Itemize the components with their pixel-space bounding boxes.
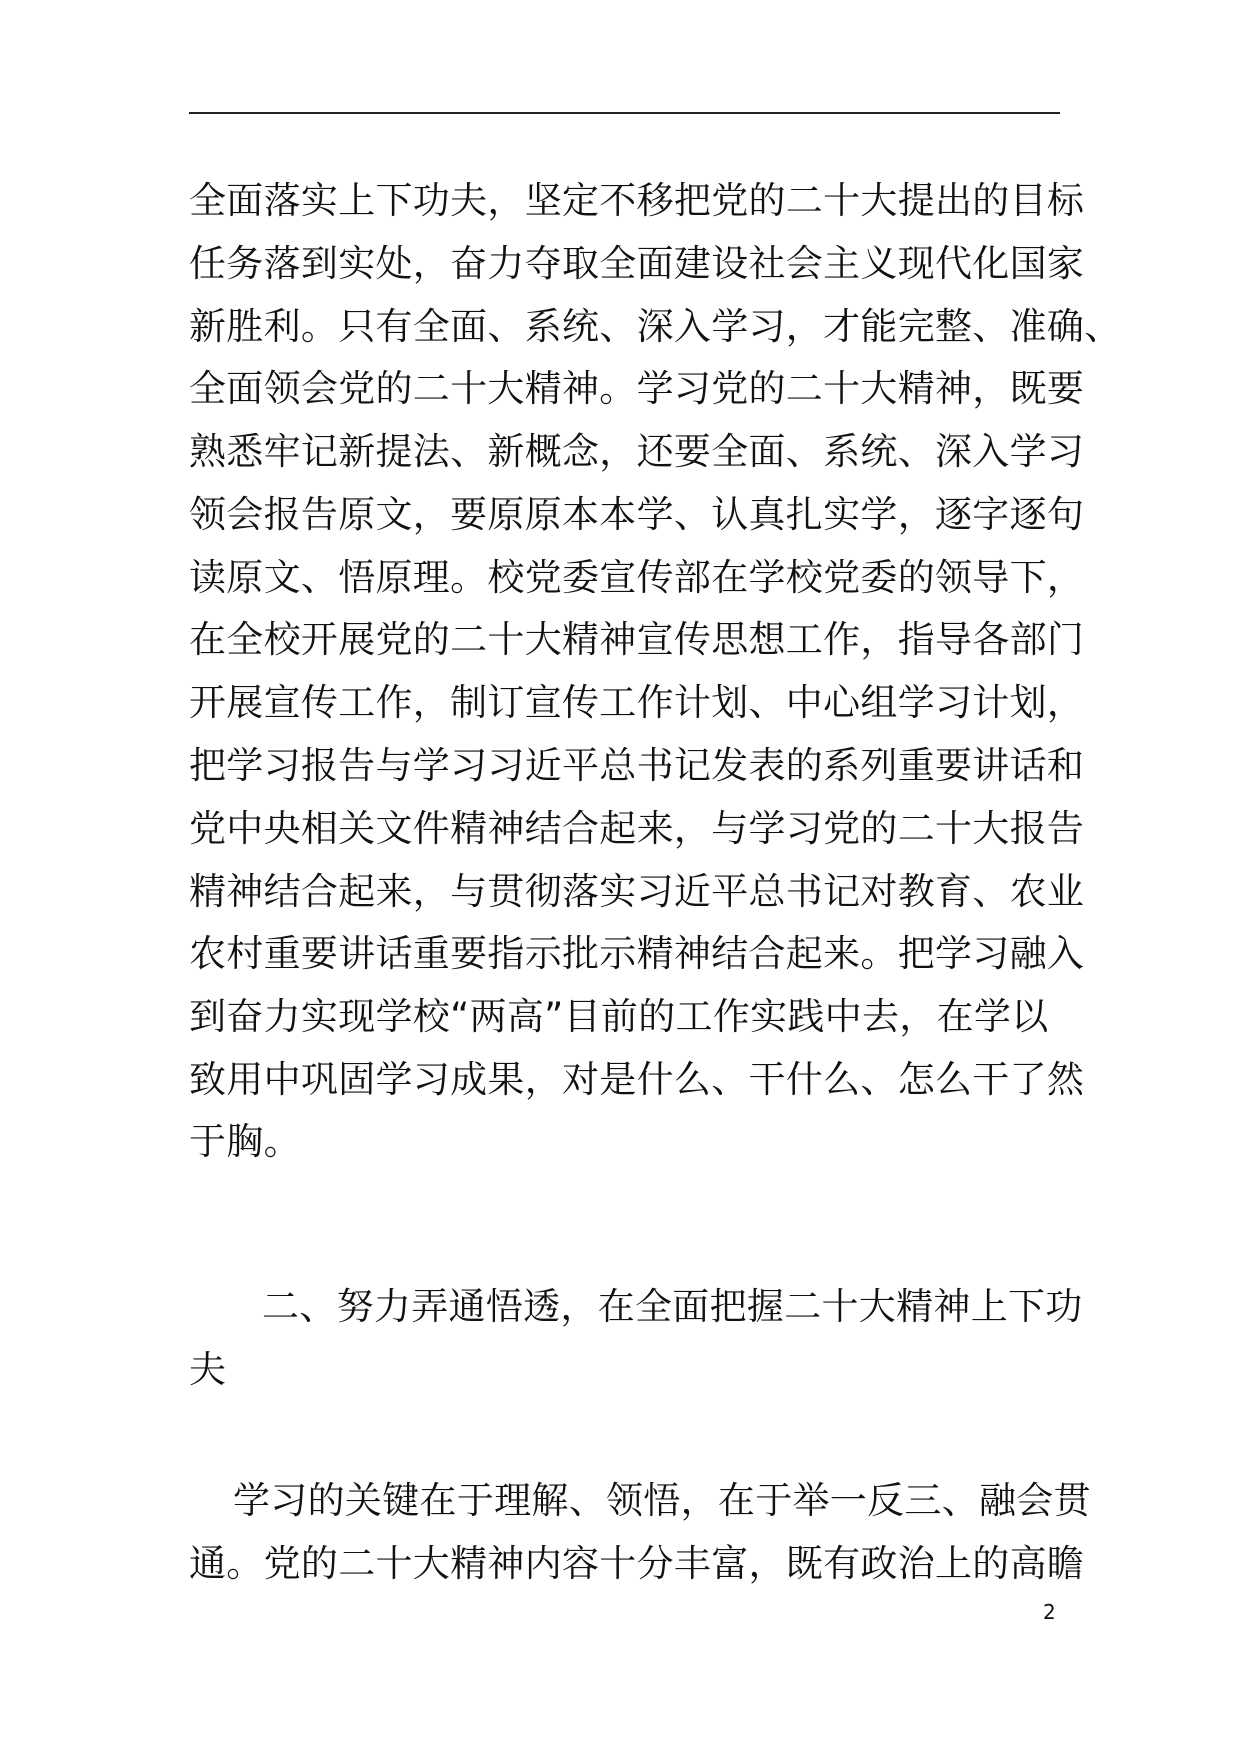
paragraph-line: 新胜利。只有全面、系统、深入学习，才能完整、准确、 bbox=[189, 305, 1122, 348]
paragraph-line: 通。党的二十大精神内容十分丰富，既有政治上的高瞻 bbox=[189, 1542, 1085, 1585]
paragraph-line: 学习的关键在于理解、领悟，在于举一反三、融会贯 bbox=[233, 1479, 1091, 1522]
section-heading-line: 夫 bbox=[189, 1348, 227, 1391]
paragraph-line: 开展宣传工作，制订宣传工作计划、中心组学习计划， bbox=[189, 681, 1085, 724]
paragraph-line: 读原文、悟原理。校党委宣传部在学校党委的领导下， bbox=[189, 556, 1085, 599]
paragraph-line: 把学习报告与学习习近平总书记发表的系列重要讲话和 bbox=[189, 744, 1085, 787]
paragraph-line: 全面落实上下功夫，坚定不移把党的二十大提出的目标 bbox=[189, 179, 1085, 222]
paragraph-line: 农村重要讲话重要指示批示精神结合起来。把学习融入 bbox=[189, 932, 1085, 975]
page-number: 2 bbox=[1043, 1600, 1056, 1624]
paragraph-line: 在全校开展党的二十大精神宣传思想工作，指导各部门 bbox=[189, 618, 1085, 661]
paragraph-line: 到奋力实现学校“两高”目前的工作实践中去，在学以 bbox=[189, 995, 1049, 1038]
header-rule bbox=[189, 112, 1060, 114]
paragraph-line: 全面领会党的二十大精神。学习党的二十大精神，既要 bbox=[189, 367, 1085, 410]
paragraph-line: 熟悉牢记新提法、新概念，还要全面、系统、深入学习 bbox=[189, 430, 1085, 473]
paragraph-line: 党中央相关文件精神结合起来，与学习党的二十大报告 bbox=[189, 807, 1085, 850]
section-heading-line: 二、努力弄通悟透，在全面把握二十大精神上下功 bbox=[262, 1285, 1083, 1328]
paragraph-line: 于胸。 bbox=[189, 1120, 301, 1163]
paragraph-line: 任务落到实处，奋力夺取全面建设社会主义现代化国家 bbox=[189, 242, 1085, 285]
paragraph-line: 领会报告原文，要原原本本学、认真扎实学，逐字逐句 bbox=[189, 493, 1085, 536]
paragraph-line: 精神结合起来，与贯彻落实习近平总书记对教育、农业 bbox=[189, 870, 1085, 913]
paragraph-line: 致用中巩固学习成果，对是什么、干什么、怎么干了然 bbox=[189, 1058, 1085, 1101]
